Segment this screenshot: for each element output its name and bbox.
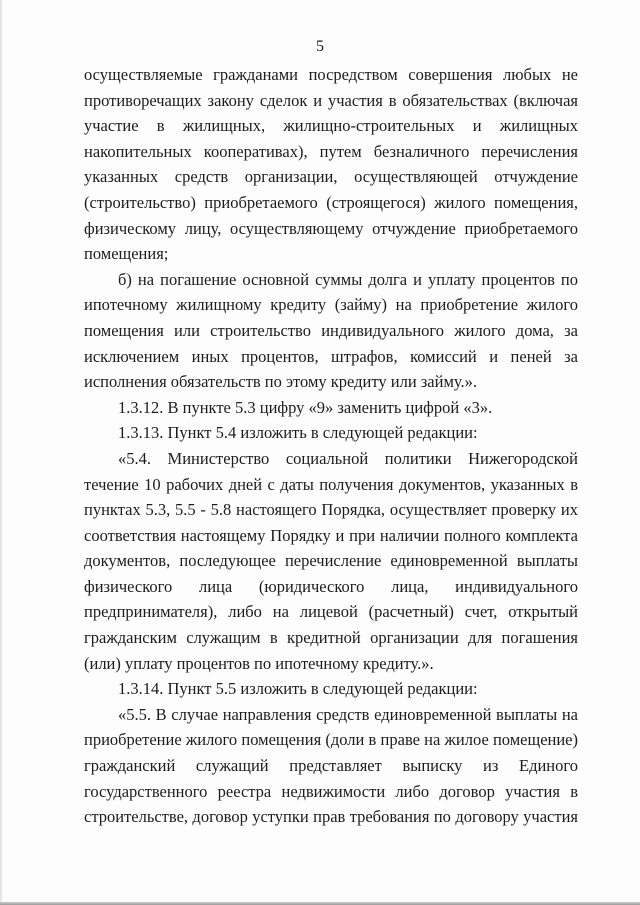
text-line: государственного реестра недвижимости либо договор участия в: [84, 781, 578, 801]
text-line: предпринимателя), либо на лицевой (расчетный) счет, открытый: [84, 602, 578, 622]
text-line: пунктах 5.3, 5.5 - 5.8 настоящего Порядка, осуществляет проверку их: [84, 500, 578, 520]
text-line: (строительство) приобретаемого (строящегося) жилого помещения,: [84, 192, 578, 212]
text-line: «5.5. В случае направления средств единовременной выплаты на: [118, 704, 578, 724]
text-line: исполнения обязательств по этому кредиту или займу.».: [84, 372, 477, 392]
text-line: б) на погашение основной суммы долга и уплату процентов по: [118, 269, 578, 289]
text-line: осуществляемые гражданами посредством совершения любых не: [84, 65, 578, 84]
scan-edge-left: [0, 0, 2, 905]
text-line: указанных средств организации, осуществляющей отчуждение: [84, 167, 578, 187]
document-body: [84, 62, 578, 830]
text-line: 1.3.12. В пункте 5.3 цифру «9» заменить цифрой «3».: [118, 397, 493, 417]
text-line: помещения или строительство индивидуального жилого дома, за: [84, 320, 578, 340]
text-line: исключением иных процентов, штрафов, комиссий и пеней за: [84, 346, 578, 366]
text-line: приобретение жилого помещения (доли в праве на жилое помещение): [84, 730, 578, 750]
text-line: гражданским служащим в кредитной организации для погашения: [84, 628, 578, 648]
text-line: накопительных кооперативах), путем безналичного перечисления: [84, 141, 578, 161]
text-line: (или) уплату процентов по ипотечному кредиту.».: [84, 653, 434, 673]
text-line: ипотечному жилищному кредиту (займу) на приобретение жилого: [84, 295, 578, 315]
text-line: помещения;: [84, 244, 169, 264]
text-line: гражданский служащий представляет выписку из Единого: [84, 756, 578, 776]
text-line: течение 10 рабочих дней с даты получения документов, указанных в: [84, 474, 578, 494]
text-line: физического лица (юридического лица, индивидуального: [84, 576, 578, 596]
page-number: 5: [316, 38, 324, 55]
text-line: физическому лицу, осуществляющему отчуждение приобретаемого: [84, 218, 578, 238]
text-line: участие в жилищных, жилищно-строительных и жилищных: [84, 116, 578, 136]
text-line: «5.4. Министерство социальной политики Нижегородской: [118, 448, 578, 468]
text-line: 1.3.13. Пункт 5.4 изложить в следующей редакции:: [118, 423, 478, 443]
text-line: строительстве, договор уступки прав требования по договору участия: [84, 807, 578, 827]
text-line: противоречащих закону сделок и участия в обязательствах (включая: [84, 90, 578, 110]
text-line: документов, последующее перечисление единовременной выплаты: [84, 551, 578, 571]
text-line: 1.3.14. Пункт 5.5 изложить в следующей редакции:: [118, 679, 478, 699]
text-line: соответствия настоящему Порядку и при наличии полного комплекта: [84, 525, 578, 545]
